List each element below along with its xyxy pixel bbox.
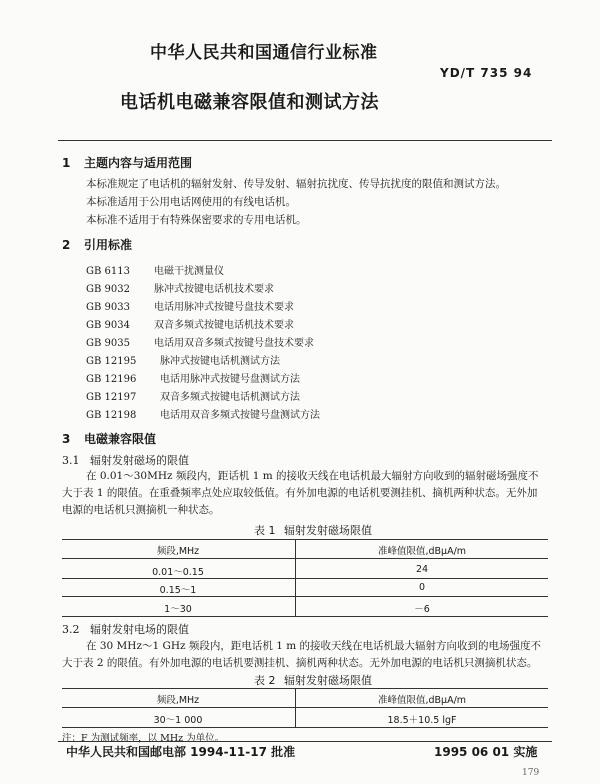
reference-name: 脉冲式按键电话机测试方法 [160, 356, 280, 367]
table-1-header-limit: 准峰值限值,dBμA/m [377, 546, 467, 557]
subsection-3-2-number: 3.2 [62, 623, 80, 636]
table-1-cell: 0 [418, 582, 426, 593]
implementation-date: 1995 06 01 实施 [434, 745, 538, 759]
reference-name: 脉冲式按键电话机技术要求 [154, 284, 274, 295]
subsection-3-1-line-3: 电源的电话机只测摘机一种状态。 [62, 504, 220, 516]
subsection-3-1-line-1: 在 0.01～30MHz 频段内，距话机 1 m 的接收天线在电话机最大辐射方向收到的辐射磁场强度不 [86, 470, 539, 482]
reference-code: GB 9032 [86, 284, 130, 295]
table-1-header-divider [62, 558, 548, 559]
reference-item [86, 388, 300, 403]
subsection-3-1-title: 辐射发射磁场的限值 [90, 454, 189, 467]
table-2-caption [254, 672, 372, 688]
subsection-3-2-heading [62, 621, 189, 637]
reference-item [86, 352, 280, 367]
table-1-cell: 1～30 [164, 604, 192, 615]
header-divider [58, 140, 552, 141]
approval-statement: 中华人民共和国邮电部 1994-11-17 批准 [66, 745, 296, 759]
footer-divider [58, 741, 552, 742]
table-2-top-border [62, 688, 548, 689]
reference-code: GB 6113 [86, 266, 130, 277]
reference-item [86, 280, 274, 295]
table-note: 注：F 为测试频率，以 MHz 为单位。 [62, 733, 225, 744]
section-3-heading [62, 430, 156, 447]
reference-code: GB 9035 [86, 338, 130, 349]
reference-code: GB 12198 [86, 410, 137, 421]
table-2-header-band: 频段,MHz [156, 695, 200, 706]
section-1-number: 1 [62, 156, 71, 170]
table-1-cell: 0.01～0.15 [152, 567, 204, 578]
subsection-3-1-number: 3.1 [62, 454, 80, 467]
table-1-title: 辐射发射磁场限值 [284, 524, 372, 537]
table-2-label: 表 2 [254, 674, 276, 687]
reference-item [86, 262, 224, 277]
section-3-number: 3 [62, 432, 71, 446]
table-2-cell: 30～1 000 [153, 715, 203, 726]
reference-item [86, 298, 294, 313]
reference-name: 双音多频式按键电话机测试方法 [160, 392, 300, 403]
reference-name: 电话用脉冲式按键号盘测试方法 [160, 374, 300, 385]
table-1-cell: 0.15～1 [159, 585, 197, 596]
reference-item [86, 316, 294, 331]
table-2-header-limit: 准峰值限值,dBμA/m [377, 695, 467, 706]
table-1-label: 表 1 [254, 524, 276, 537]
reference-name: 电话用双音多频式按键号盘技术要求 [154, 338, 314, 349]
table-1-top-border [62, 539, 548, 540]
table-1-column-divider [295, 539, 296, 616]
table-2-cell: 18.5＋10.5 lgF [387, 715, 457, 726]
table-2-bottom-border [62, 727, 548, 728]
subsection-3-1-line-2: 大于表 1 的限值。在重叠频率点处应取较低值。有外加电源的电话机要测挂机、摘机两种状态。无外加 [62, 487, 538, 499]
section-1-title: 主题内容与适用范围 [84, 156, 193, 170]
table-2-header-divider [62, 707, 548, 708]
section-2-heading [62, 236, 132, 253]
issuing-organization: 中华人民共和国通信行业标准 [150, 43, 378, 63]
standard-code: YD/T 735 94 [440, 66, 533, 80]
page-number: 179 [522, 768, 540, 778]
table-1-row-divider [62, 578, 548, 579]
reference-code: GB 12197 [86, 392, 137, 403]
reference-name: 电话用双音多频式按键号盘测试方法 [160, 410, 320, 421]
reference-name: 电话用脉冲式按键号盘技术要求 [154, 302, 294, 313]
reference-name: 双音多频式按键电话机技术要求 [154, 320, 294, 331]
table-1-bottom-border [62, 616, 548, 617]
reference-item [86, 370, 300, 385]
reference-code: GB 12195 [86, 356, 137, 367]
reference-code: GB 12196 [86, 374, 137, 385]
section-3-title: 电磁兼容限值 [84, 432, 157, 446]
table-1-header-band: 频段,MHz [156, 546, 200, 557]
section-1-paragraph-2: 本标准适用于公用电话网使用的有线电话机。 [86, 196, 296, 208]
document-title: 电话机电磁兼容限值和测试方法 [120, 92, 379, 113]
section-2-title: 引用标准 [84, 238, 133, 252]
reference-item [86, 334, 314, 349]
table-1-cell: －6 [414, 604, 430, 615]
subsection-3-2-line-1: 在 30 MHz～1 GHz 频段内，距电话机 1 m 的接收天线在电话机最大辐射方向收到的电场强度不 [86, 640, 542, 652]
reference-code: GB 9034 [86, 320, 130, 331]
table-1-cell: 24 [415, 564, 429, 575]
section-2-number: 2 [62, 238, 71, 252]
subsection-3-2-line-2: 大于表 2 的限值。有外加电源的电话机要测挂机、摘机两种状态。无外加电源的电话机只测摘机状态。 [62, 657, 538, 669]
section-1-paragraph-3: 本标准不适用于有特殊保密要求的专用电话机。 [86, 214, 307, 226]
table-2-column-divider [295, 688, 296, 727]
reference-item [86, 406, 320, 421]
reference-name: 电磁干扰测量仪 [154, 266, 224, 277]
section-1-heading [62, 154, 192, 171]
reference-code: GB 9033 [86, 302, 130, 313]
table-1-caption [254, 522, 372, 538]
subsection-3-1-heading [62, 452, 189, 468]
subsection-3-2-title: 辐射发射电场的限值 [90, 623, 189, 636]
table-2-title: 辐射发射磁场限值 [284, 674, 372, 687]
table-1-row-divider [62, 596, 548, 597]
section-1-paragraph-1: 本标准规定了电话机的辐射发射、传导发射、辐射抗扰度、传导抗扰度的限值和测试方法。 [86, 178, 506, 190]
